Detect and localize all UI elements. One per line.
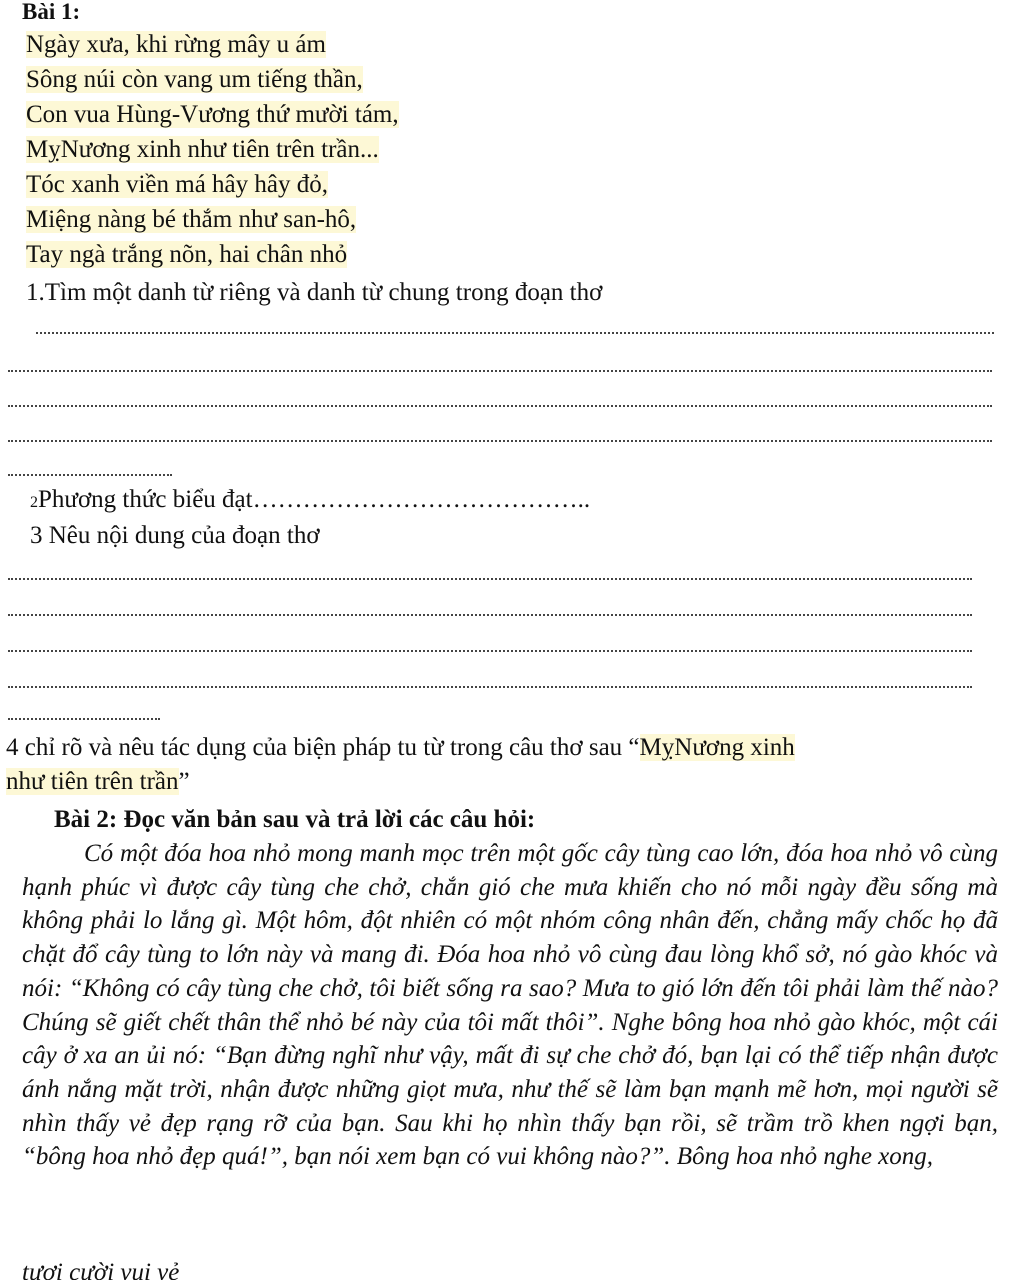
question-4-quote: như tiên trên trần	[6, 768, 179, 795]
poem-line: Sông núi còn vang um tiếng thần,	[26, 66, 363, 93]
question-3: 3 Nêu nội dung của đoạn thơ	[30, 522, 320, 549]
question-2-text: Phương thức biểu đạt	[38, 486, 253, 513]
answer-line[interactable]	[8, 718, 160, 720]
exercise-1-title: Bài 1:	[22, 0, 81, 24]
poem-line: Tay ngà trắng nõn, hai chân nhỏ	[26, 241, 348, 268]
question-2	[30, 484, 590, 519]
answer-line[interactable]	[8, 614, 972, 616]
answer-line[interactable]	[8, 686, 972, 688]
answer-line[interactable]	[8, 440, 992, 442]
exercise-2-title: Bài 2: Đọc văn bản sau và trả lời các câu hỏi:	[54, 806, 536, 833]
question-4-line-1	[6, 732, 795, 764]
passage	[22, 837, 998, 1174]
question-4-line-2	[6, 766, 190, 798]
question-2-number: 2	[30, 494, 38, 511]
answer-line[interactable]	[8, 474, 172, 476]
question-4-text: 4 chỉ rõ và nêu tác dụng của biện pháp tu từ trong câu thơ sau “	[6, 734, 640, 761]
question-4-text: ”	[178, 768, 190, 795]
passage-text: Có một đóa hoa nhỏ mong manh mọc trên một gốc cây tùng cao lớn, đóa hoa nhỏ vô cùng hạnh phúc vì được cây tùng che chở, chắn gió che mưa khiến cho nó mỗi ngày đều sống mà không phải lo lắng gì. Một hôm, đột nhiên có một nhóm công nhân đến, chẳng mấy chốc họ đã chặt đổ cây tùng to lớn này và mang đi. Đóa hoa nhỏ vô cùng đau lòng khổ sở, nó gào khóc và nói: “Không có cây tùng che chở, tôi biết sống ra sao? Mưa to gió lớn đến tôi phải làm thế nào? Chúng sẽ giết chết thân thể nhỏ bé này của tôi mất thôi”. Nghe bông hoa nhỏ gào khóc, một cái cây ở xa an ủi nó: “Bạn đừng nghĩ như vậy, mất đi sự che chở đó, bạn lại có thể tiếp nhận được ánh nắng mặt trời, nhận được những giọt mưa, như thế sẽ làm bạn mạnh mẽ hơn, mọi người sẽ nhìn thấy vẻ đẹp rạng rỡ của bạn. Sau khi họ nhìn thấy bạn rồi, sẽ trầm trồ khen ngợi bạn, “bông hoa nhỏ đẹp quá!”, bạn nói xem bạn có vui không nào?”. Bông hoa nhỏ nghe xong,	[22, 840, 998, 1171]
poem-line: Miệng nàng bé thắm như san-hô,	[26, 206, 357, 233]
answer-line[interactable]	[8, 405, 992, 407]
answer-line[interactable]	[8, 578, 972, 580]
poem-line: Tóc xanh viền má hây hây đỏ,	[26, 171, 328, 198]
question-1: 1.Tìm một danh từ riêng và danh từ chung trong đoạn thơ	[26, 279, 603, 306]
answer-line[interactable]	[8, 370, 992, 372]
question-2-answer-dots[interactable]: …………………………………..	[252, 486, 591, 513]
answer-line[interactable]	[8, 650, 972, 652]
passage-cutoff-line: tươi cười vui vẻ	[22, 1259, 180, 1280]
question-4-quote: MỵNương xinh	[639, 734, 795, 761]
poem-line: MỵNương xinh như tiên trên trần...	[26, 136, 379, 163]
answer-line[interactable]	[36, 332, 994, 334]
poem-line: Ngày xưa, khi rừng mây u ám	[26, 31, 326, 58]
poem-line: Con vua Hùng-Vương thứ mười tám,	[26, 101, 399, 128]
